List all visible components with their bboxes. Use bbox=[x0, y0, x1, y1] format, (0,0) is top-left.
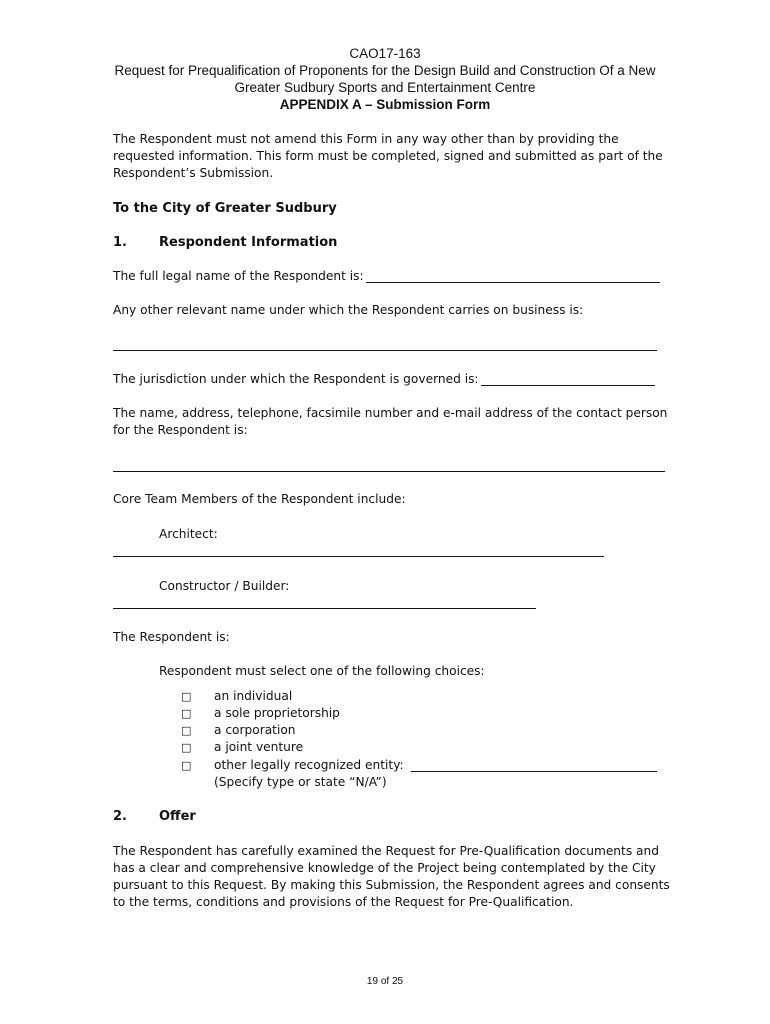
choice-other-entity: other legally recognized entity: bbox=[214, 758, 404, 772]
core-team-label: Core Team Members of the Respondent include: bbox=[113, 492, 406, 506]
section2-number: 2. bbox=[113, 809, 127, 824]
offer-line3: pursuant to this Request. By making this Submission, the Respondent agrees and consents bbox=[113, 878, 670, 892]
checkbox-individual[interactable]: □ bbox=[181, 690, 192, 703]
other-name-label: Any other relevant name under which the Respondent carries on business is: bbox=[113, 303, 584, 317]
to-city-heading: To the City of Greater Sudbury bbox=[113, 201, 337, 216]
choice-corporation: a corporation bbox=[214, 723, 296, 737]
choice-joint-venture: a joint venture bbox=[214, 740, 304, 754]
constructor-field[interactable] bbox=[113, 608, 536, 609]
jurisdiction-field[interactable] bbox=[481, 385, 655, 386]
section1-number: 1. bbox=[113, 235, 127, 250]
checkbox-corporation[interactable]: □ bbox=[181, 724, 192, 737]
checkbox-sole-proprietorship[interactable]: □ bbox=[181, 707, 192, 720]
checkbox-joint-venture[interactable]: □ bbox=[181, 741, 192, 754]
checkbox-other-entity[interactable]: □ bbox=[181, 759, 192, 772]
jurisdiction-label: The jurisdiction under which the Respondent is governed is: bbox=[113, 372, 479, 386]
document-title-line1: Request for Prequalification of Proponents for the Design Build and Construction Of a New bbox=[114, 63, 656, 78]
offer-line4: to the terms, conditions and provisions of the Request for Pre-Qualification. bbox=[113, 895, 574, 909]
choice-sole-proprietorship: a sole proprietorship bbox=[214, 706, 340, 720]
offer-line1: The Respondent has carefully examined the Request for Pre-Qualification documents and bbox=[113, 844, 659, 858]
contact-line2: for the Respondent is: bbox=[113, 423, 248, 437]
choice-individual: an individual bbox=[214, 689, 293, 703]
page-number: 19 of 25 bbox=[366, 976, 404, 987]
other-name-field[interactable] bbox=[113, 350, 657, 351]
respondent-is-label: The Respondent is: bbox=[113, 630, 230, 644]
appendix-title: APPENDIX A – Submission Form bbox=[279, 97, 491, 112]
legal-name-field[interactable] bbox=[366, 282, 660, 283]
offer-line2: has a clear and comprehensive knowledge of the Project being contemplated by the City bbox=[113, 861, 656, 875]
section1-title: Respondent Information bbox=[159, 235, 338, 250]
section2-title: Offer bbox=[159, 809, 196, 824]
other-entity-field[interactable] bbox=[411, 771, 657, 772]
specify-note: (Specify type or state “N/A”) bbox=[214, 775, 387, 789]
select-instruction: Respondent must select one of the following choices: bbox=[159, 664, 485, 678]
architect-label: Architect: bbox=[159, 527, 218, 541]
intro-line2: requested information. This form must be completed, signed and submitted as part of the bbox=[113, 149, 663, 163]
intro-line1: The Respondent must not amend this Form in any way other than by providing the bbox=[113, 132, 619, 146]
contact-field[interactable] bbox=[113, 471, 665, 472]
constructor-label: Constructor / Builder: bbox=[159, 579, 290, 593]
contact-line1: The name, address, telephone, facsimile number and e-mail address of the contact person bbox=[113, 406, 668, 420]
legal-name-label: The full legal name of the Respondent is: bbox=[113, 269, 364, 283]
document-title-line2: Greater Sudbury Sports and Entertainment Centre bbox=[234, 80, 536, 95]
document-code: CAO17-163 bbox=[349, 46, 421, 61]
architect-field[interactable] bbox=[113, 556, 604, 557]
intro-line3: Respondent’s Submission. bbox=[113, 166, 274, 180]
